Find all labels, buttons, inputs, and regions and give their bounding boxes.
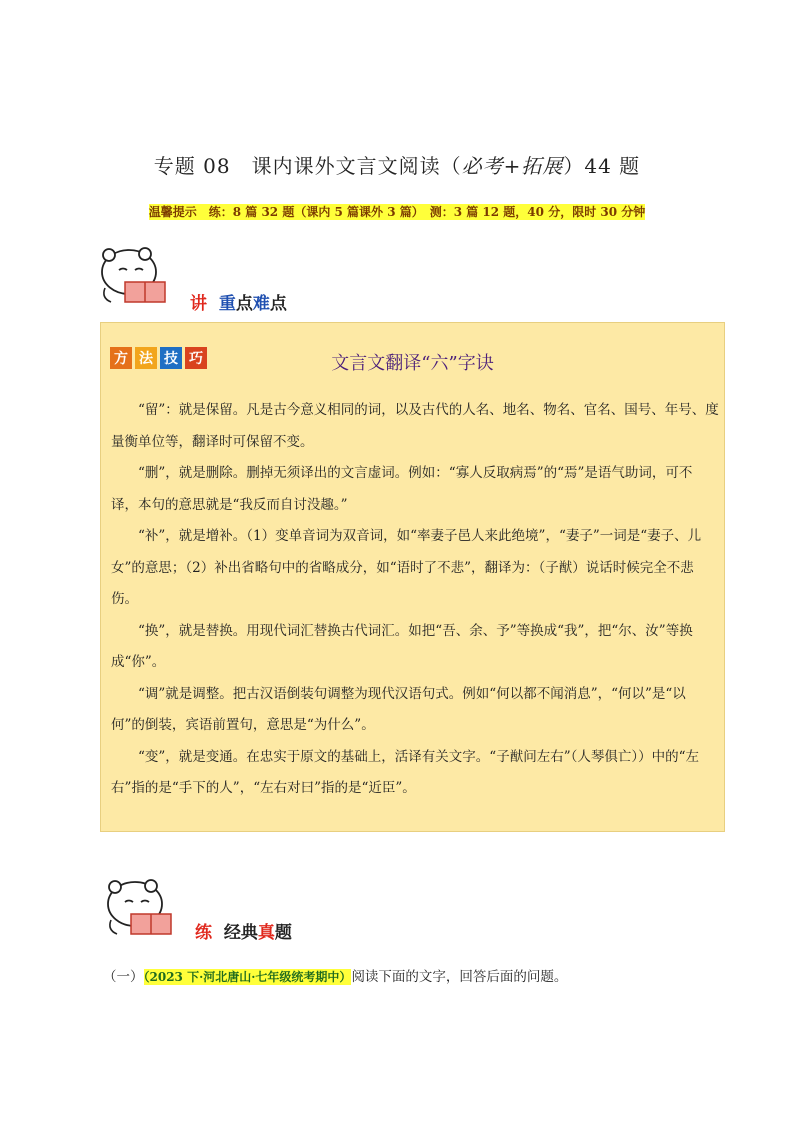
- title-italic: 必考+拓展: [461, 154, 564, 178]
- heading-char: 典: [240, 923, 258, 943]
- question-intro: [103, 965, 567, 985]
- method-paragraph: “变”，就是变通。在忠实于原文的基础上，活译有关文字。“子猷问左右”（人琴俱亡））中的“左右”指的是“手下的人”，“左右对曰”指的是“近臣”。: [111, 748, 700, 796]
- method-tag: 技: [160, 347, 182, 369]
- heading-char: 题: [274, 923, 292, 943]
- question-text: 阅读下面的文字，回答后面的问题。: [351, 969, 568, 985]
- section-heading-practice: [195, 918, 292, 943]
- heading-char: 真: [257, 923, 275, 943]
- heading-char: 点: [269, 294, 287, 314]
- heading-char: 经: [223, 923, 241, 943]
- section-mark: 练: [195, 923, 212, 943]
- question-source: （2023 下·河北唐山·七年级统考期中）: [143, 970, 352, 984]
- title-part2: ）44 题: [563, 154, 641, 178]
- question-number: （一）: [103, 969, 144, 985]
- method-paragraph: “留”：就是保留。凡是古今意义相同的词，以及古代的人名、地名、物名、官名、国号、年号、度量衡单位等，翻译时可保留不变。: [111, 402, 719, 450]
- method-box-title: 文言文翻译“六”字诀: [331, 353, 494, 374]
- method-paragraph: “调”就是调整。把古汉语倒装句调整为现代汉语句式。例如“何以都不闻消息”，“何以”是“以何”的倒装，宾语前置句，意思是“为什么”。: [111, 685, 686, 733]
- method-paragraph: “补”，就是增补。（1）变单音词为双音词，如“率妻子邑人来此绝境”，“妻子”一词是“妻子、儿女”的意思；（2）补出省略句中的省略成分，如“语时了不悲”，翻译为：（子猷）说话时候完全不悲伤。: [111, 528, 702, 607]
- bear-reading-icon: [97, 246, 175, 308]
- notice-text: 温馨提示 练：8 篇 32 题（课内 5 篇课外 3 篇） 测：3 篇 12 题，40 分，限时 30 分钟: [148, 205, 646, 219]
- bear-reading-icon: [103, 878, 181, 940]
- heading-char: 难: [252, 294, 270, 314]
- method-tips-box: [100, 322, 725, 832]
- method-tag: 方: [110, 347, 132, 369]
- title-part1: 专题 08 课内课外文言文阅读（: [153, 154, 462, 178]
- section-heading-key-points: [190, 289, 287, 314]
- method-paragraph: “删”，就是删除。删掉无须译出的文言虚词。例如：“寡人反取病焉”的“焉”是语气助词，可不译，本句的意思就是“我反而自讨没趣。”: [111, 465, 693, 513]
- heading-char: 重: [218, 294, 236, 314]
- method-tag: 法: [135, 347, 157, 369]
- heading-char: 点: [235, 294, 253, 314]
- section-mark: 讲: [190, 294, 207, 314]
- method-paragraphs: [111, 395, 719, 805]
- method-paragraph: “换”，就是替换。用现代词汇替换古代词汇。如把“吾、余、予”等换成“我”，把“尔、汝”等换成“你”。: [111, 622, 693, 670]
- notice-bar: [0, 203, 794, 220]
- page-title: [0, 150, 794, 179]
- method-tag: 巧: [185, 347, 207, 369]
